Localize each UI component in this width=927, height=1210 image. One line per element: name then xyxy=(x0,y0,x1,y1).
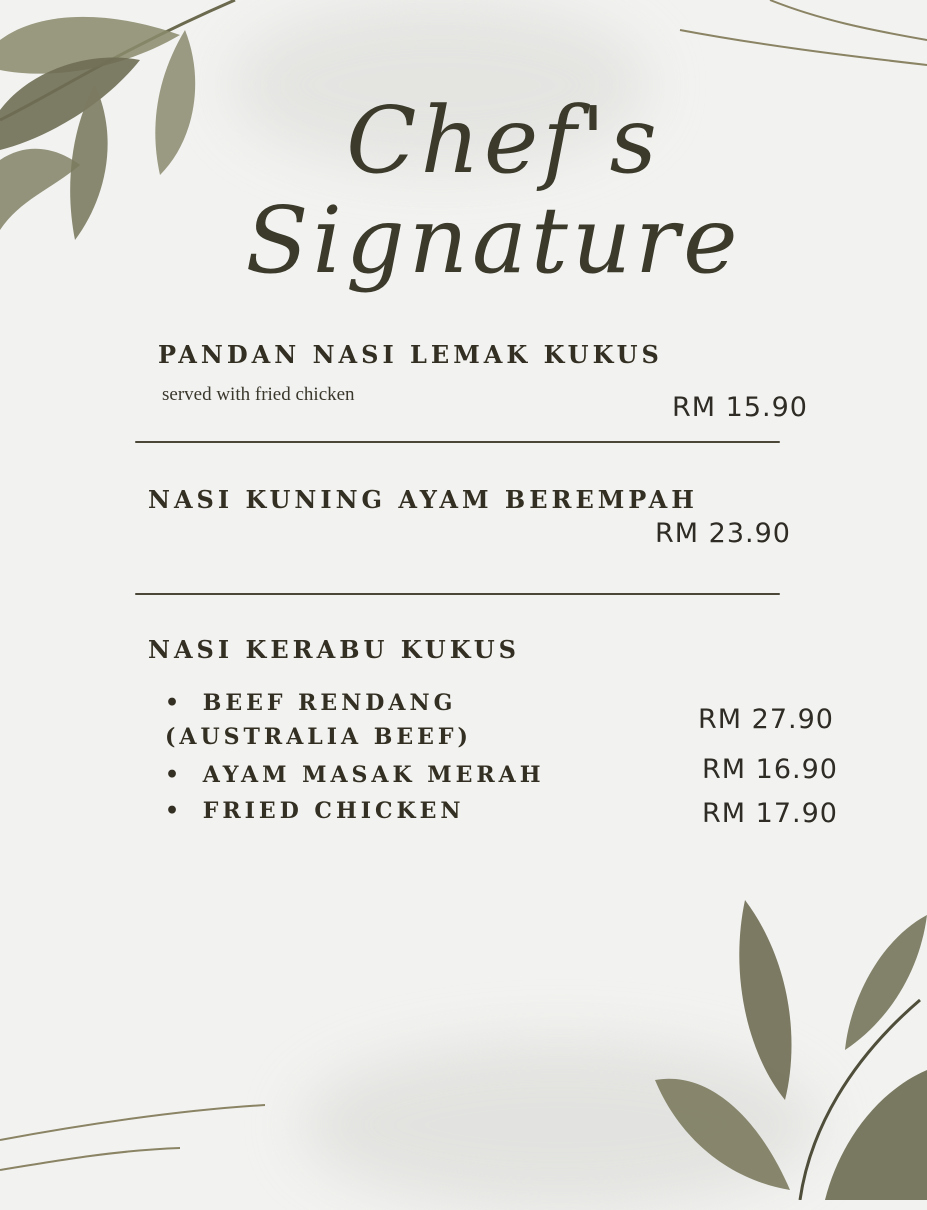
leaf-branch-icon xyxy=(650,900,927,1200)
stem-icon xyxy=(660,0,927,80)
list-item xyxy=(165,758,545,792)
bullet: • xyxy=(165,798,184,824)
dish-name: PANDAN NASI LEMAK KUKUS xyxy=(158,340,663,369)
bullet: • xyxy=(165,690,184,716)
list-item-price: RM 16.90 xyxy=(702,754,838,785)
bullet: • xyxy=(165,762,184,788)
divider xyxy=(135,441,780,443)
stem-icon xyxy=(0,1090,270,1200)
dish-name: NASI KUNING AYAM BEREMPAH xyxy=(148,485,698,514)
dish-price: RM 15.90 xyxy=(672,392,808,423)
list-item xyxy=(165,686,665,754)
list-item-price: RM 27.90 xyxy=(698,704,834,735)
list-item-label: BEEF RENDANG (AUSTRALIA BEEF) xyxy=(165,690,472,750)
list-item xyxy=(165,794,465,828)
list-item-label: AYAM MASAK MERAH xyxy=(202,762,545,788)
dish-price: RM 23.90 xyxy=(655,518,791,549)
list-item-price: RM 17.90 xyxy=(702,798,838,829)
dish-name: NASI KERABU KUKUS xyxy=(148,635,520,664)
page-title: Chef's xyxy=(346,87,661,194)
list-item-label: FRIED CHICKEN xyxy=(202,798,465,824)
divider xyxy=(135,593,780,595)
page-subtitle: Signature xyxy=(245,187,742,294)
dish-description: served with fried chicken xyxy=(162,384,355,405)
